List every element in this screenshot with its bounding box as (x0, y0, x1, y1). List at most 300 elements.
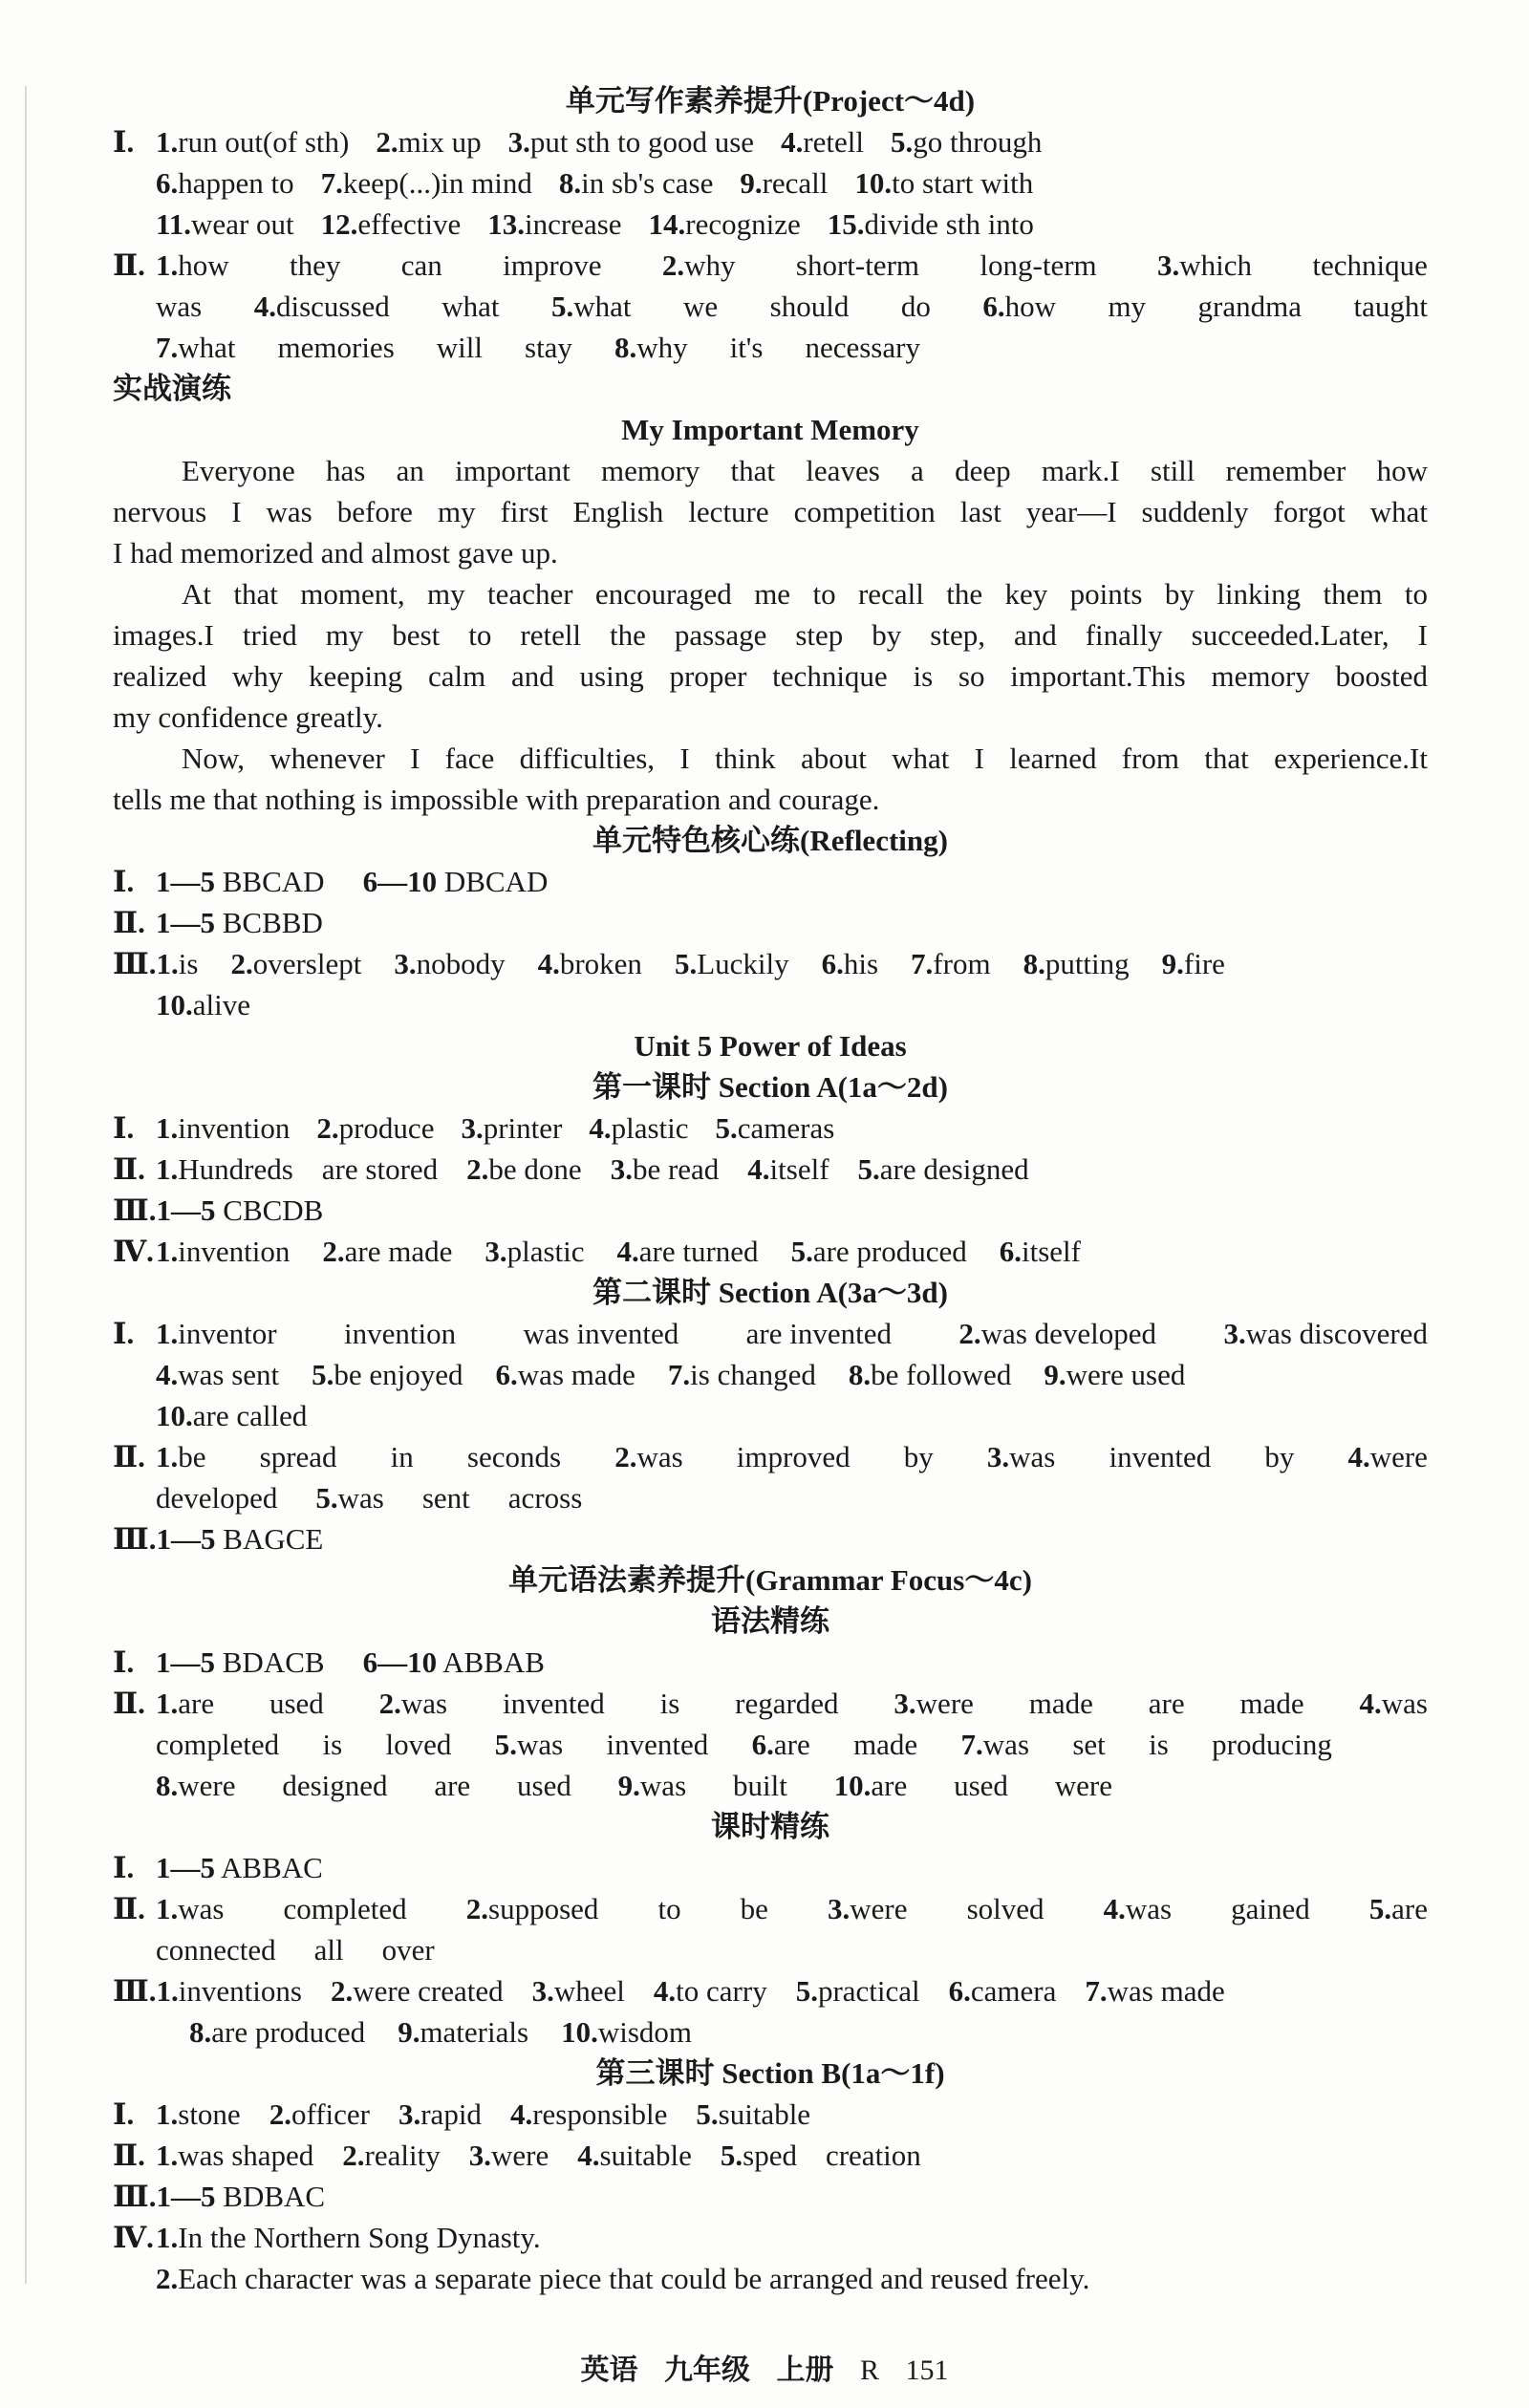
item-number: 1. (156, 947, 179, 980)
item-text: can (400, 248, 442, 282)
answer-line (113, 1683, 1428, 1724)
essay-title: My Important Memory (621, 413, 919, 446)
answer-item (156, 327, 236, 368)
item-text: is (322, 1728, 343, 1761)
item-text: all (313, 1933, 344, 1967)
item-text: spread (259, 1440, 337, 1473)
item-number: 4. (1103, 1892, 1126, 1925)
item-text: were (915, 1687, 974, 1720)
item-text: are (1391, 1892, 1428, 1925)
sub-heading: 语法精练 (711, 1604, 829, 1638)
item-number: 3. (398, 2097, 421, 2131)
item-number: 8. (1023, 947, 1045, 980)
item-text: were created (353, 1974, 504, 2008)
item-number: 6. (948, 1974, 971, 2008)
answer-item (503, 1683, 605, 1724)
answer-item (331, 1970, 504, 2011)
item-text: increase (525, 207, 622, 241)
item-text: used (954, 1769, 1008, 1802)
item-number: 1. (156, 1235, 179, 1268)
item-number: 5. (551, 290, 574, 323)
item-number: 3. (394, 947, 417, 980)
item-text: by (903, 1440, 934, 1473)
item-number: 15. (827, 207, 865, 241)
roman-numeral: Ⅱ. (113, 1892, 145, 1925)
answer-item (1347, 1436, 1427, 1477)
answer-item (891, 121, 1042, 162)
answer-item (156, 2094, 241, 2135)
item-text: to start with (892, 166, 1034, 200)
item-text: should (769, 290, 850, 323)
answer-item (961, 1724, 1029, 1765)
item-number: 1. (156, 1317, 179, 1350)
answer-item (894, 1683, 973, 1724)
answer-item (858, 1149, 1029, 1190)
item-number: 12. (320, 207, 358, 241)
answer-item (510, 2094, 667, 2135)
item-number: 9. (1161, 947, 1184, 980)
item-number: 4. (577, 2139, 600, 2172)
item-number: 2. (316, 1111, 339, 1145)
item-number: 3. (894, 1687, 916, 1720)
answer-item (1055, 1765, 1112, 1806)
answer-item (1149, 1683, 1185, 1724)
item-text: memories (277, 331, 395, 364)
item-text: invented (1109, 1440, 1212, 1473)
answer-item (156, 286, 202, 327)
answer-item (737, 1436, 851, 1477)
item-text: what (573, 290, 632, 323)
item-text: producing (1212, 1728, 1332, 1761)
item-text: invention (343, 1317, 457, 1350)
item-text: was (1125, 1892, 1173, 1925)
item-number: 2. (342, 2139, 365, 2172)
answer-item (1072, 1724, 1105, 1765)
item-text: were (1054, 1769, 1112, 1802)
answer-item (716, 1107, 835, 1149)
item-text: In the Northern Song Dynasty. (178, 2221, 541, 2254)
answer-item (314, 1929, 344, 1970)
answer-line (113, 861, 1428, 902)
item-text: seconds (466, 1440, 562, 1473)
item-text: be read (632, 1152, 720, 1186)
roman-numeral: Ⅱ. (113, 1687, 145, 1720)
item-number: 3. (828, 1892, 851, 1925)
item-number: 8. (614, 331, 637, 364)
answer-line (113, 1888, 1428, 1929)
footer-edition: R (859, 2354, 879, 2386)
item-text: was (400, 1687, 448, 1720)
item-text: suitable (718, 2097, 811, 2131)
answer-item (826, 2135, 921, 2176)
range-label: 1—5 (156, 1522, 216, 1556)
answer-item (391, 1436, 414, 1477)
choice-answers: BCBBD (222, 906, 323, 939)
choice-answers: ABBAB (442, 1645, 545, 1679)
item-text: go through (913, 125, 1043, 159)
answer-item (157, 1970, 302, 2011)
item-number: 10. (561, 2015, 598, 2049)
item-number: 3. (468, 2139, 491, 2172)
item-text: were used (1066, 1358, 1186, 1391)
item-text: are produced (211, 2015, 366, 2049)
answer-item (901, 286, 931, 327)
answer-item (617, 1231, 759, 1272)
item-text: retell (803, 125, 864, 159)
answer-item (525, 327, 572, 368)
item-number: 2. (376, 125, 398, 159)
answer-item (156, 1888, 224, 1929)
item-text: responsible (532, 2097, 668, 2131)
item-number: 1. (156, 125, 179, 159)
item-text: be (740, 1892, 768, 1925)
item-text: invented (502, 1687, 605, 1720)
item-text: loved (385, 1728, 452, 1761)
answer-item (284, 1888, 407, 1929)
item-text: developed (156, 1481, 278, 1515)
item-number: 10. (156, 988, 193, 1021)
item-text: was (516, 1728, 564, 1761)
item-number: 4. (781, 125, 804, 159)
item-text: his (843, 947, 879, 980)
item-text: nobody (416, 947, 506, 980)
answer-item (1108, 286, 1146, 327)
answer-item (958, 1313, 1156, 1354)
answer-item (156, 1354, 279, 1395)
answer-item (398, 2011, 528, 2053)
answer-item (740, 162, 828, 204)
answer-item (422, 1477, 470, 1518)
item-number: 4. (653, 1974, 677, 2008)
roman-numeral: Ⅰ. (113, 865, 135, 898)
item-number: 5. (312, 1358, 334, 1391)
answer-item (828, 1888, 907, 1929)
item-number: 1. (156, 2097, 179, 2131)
item-text: happen to (178, 166, 294, 200)
answer-item (822, 943, 878, 984)
answer-line (113, 1929, 1428, 1970)
answer-line (113, 1107, 1428, 1149)
answer-line (113, 902, 1428, 943)
item-number: 8. (848, 1358, 872, 1391)
item-text: inventor (178, 1317, 277, 1350)
item-text: were (178, 1769, 236, 1802)
item-text: supposed (488, 1892, 599, 1925)
item-text: putting (1044, 947, 1130, 980)
roman-numeral: Ⅲ. (113, 947, 157, 980)
item-text: connected (156, 1933, 276, 1967)
answer-item (1212, 1724, 1332, 1765)
essay-line: At that moment, my teacher encouraged me to recall the key points by linking them to (182, 577, 1428, 611)
item-text: produce (338, 1111, 435, 1145)
answer-item (282, 1765, 387, 1806)
item-text: to carry (676, 1974, 767, 2008)
item-text: why (684, 248, 736, 282)
page-footer (0, 2346, 1529, 2388)
answer-item (746, 1313, 892, 1354)
lesson-heading: 第二课时 Section A(3a～3d) (592, 1276, 948, 1309)
range-label: 1—5 (156, 2180, 216, 2213)
unit-title: Unit 5 Power of Ideas (634, 1029, 907, 1063)
item-text: sped (743, 2139, 797, 2172)
item-text: is (659, 1687, 680, 1720)
item-text: was invented (523, 1317, 679, 1350)
roman-numeral: Ⅲ. (113, 1193, 157, 1227)
item-text: are (1148, 1687, 1185, 1720)
essay-line: Now, whenever I face difficulties, I think about what I learned from that experience.It (182, 742, 1428, 775)
answer-item (559, 162, 713, 204)
answer-item (949, 1970, 1057, 2011)
item-text: from (933, 947, 991, 980)
answer-line (113, 1395, 1428, 1436)
item-number: 8. (189, 2015, 212, 2049)
item-number: 3. (461, 1111, 484, 1145)
answer-item (508, 121, 754, 162)
answer-item (1023, 943, 1130, 984)
range-label: 1—5 (156, 865, 215, 898)
item-number: 5. (674, 947, 698, 980)
item-number: 2. (322, 1235, 345, 1268)
section-heading: 单元写作素养提升(Project～4d) (565, 84, 976, 118)
roman-numeral: Ⅳ. (113, 1235, 154, 1268)
answer-item (1231, 1888, 1310, 1929)
answer-item (322, 1231, 452, 1272)
item-number: 4. (589, 1111, 612, 1145)
answer-item (508, 1477, 582, 1518)
item-number: 9. (398, 2015, 420, 2049)
answer-line (113, 327, 1428, 368)
answer-item (781, 121, 864, 162)
item-number: 5. (696, 2097, 719, 2131)
item-text: was (636, 1440, 683, 1473)
answer-item (1359, 1683, 1427, 1724)
item-number: 4. (156, 1358, 179, 1391)
item-text: be (178, 1440, 206, 1473)
answer-item (668, 1354, 816, 1395)
answer-line (113, 1642, 1428, 1683)
item-text: was made (517, 1358, 635, 1391)
item-text: improved (736, 1440, 851, 1473)
item-number: 1. (156, 1152, 179, 1186)
item-text: are turned (638, 1235, 759, 1268)
item-text: was shaped (178, 2139, 314, 2172)
item-text: will (436, 331, 483, 364)
answer-item (156, 1765, 235, 1806)
answer-line (113, 1847, 1428, 1888)
item-text: recall (762, 166, 829, 200)
answer-line (113, 162, 1428, 204)
item-number: 2. (156, 2262, 179, 2295)
essay-line: my confidence greatly. (113, 700, 383, 734)
choice-answers: CBCDB (223, 1193, 324, 1227)
answer-item (614, 327, 688, 368)
essay-line: I had memorized and almost gave up. (113, 536, 558, 570)
answer-item (1198, 286, 1302, 327)
roman-numeral: Ⅰ. (113, 1317, 135, 1350)
answer-item (156, 204, 294, 245)
answer-item (551, 286, 632, 327)
item-text: are produced (812, 1235, 967, 1268)
answer-item (254, 286, 390, 327)
item-number: 5. (1368, 1892, 1392, 1925)
item-text: practical (817, 1974, 920, 2008)
item-text: plastic (506, 1235, 585, 1268)
item-text: completed (156, 1728, 280, 1761)
item-text: improve (503, 248, 602, 282)
answer-item (156, 984, 250, 1025)
item-number: 4. (1359, 1687, 1382, 1720)
item-number: 2. (958, 1317, 981, 1350)
answer-item (1157, 245, 1252, 286)
item-text: built (732, 1769, 787, 1802)
item-text: how (178, 248, 229, 282)
lesson-heading: 第一课时 Section A(1a～2d) (592, 1070, 948, 1104)
item-text: materials (420, 2015, 529, 2049)
answer-item (967, 1888, 1044, 1929)
item-text: was (982, 1728, 1030, 1761)
item-text: was sent (178, 1358, 280, 1391)
item-number: 2. (378, 1687, 401, 1720)
roman-numeral: Ⅳ. (113, 2221, 154, 2254)
item-number: 2. (661, 248, 685, 282)
answer-item (322, 1149, 438, 1190)
item-number: 7. (911, 947, 934, 980)
answer-item (561, 2011, 692, 2053)
item-text: suitable (599, 2139, 692, 2172)
item-number: 5. (795, 1974, 818, 2008)
answer-line (113, 1149, 1428, 1190)
answer-item (828, 204, 1034, 245)
answer-item (487, 204, 621, 245)
item-text: was discovered (1245, 1317, 1428, 1350)
item-text: invention (178, 1235, 291, 1268)
answer-line (113, 2135, 1428, 2176)
answer-item (382, 1929, 435, 1970)
item-text: officer (291, 2097, 370, 2131)
answer-item (156, 1724, 279, 1765)
answer-item (696, 2094, 810, 2135)
answer-item (662, 245, 736, 286)
answer-item (904, 1436, 934, 1477)
item-text: were (850, 1892, 908, 1925)
roman-numeral: Ⅲ. (113, 1974, 157, 2008)
answer-item (469, 2135, 549, 2176)
answer-line (113, 1190, 1428, 1231)
answer-item (1312, 245, 1428, 286)
item-text: are invented (745, 1317, 892, 1350)
item-number: 4. (509, 2097, 533, 2131)
answer-line (113, 286, 1428, 327)
item-text: made (1028, 1687, 1093, 1720)
item-text: long-term (980, 248, 1097, 282)
roman-numeral: Ⅰ. (113, 1111, 135, 1145)
answer-line (113, 984, 1428, 1025)
answer-line (113, 245, 1428, 286)
answer-line (113, 2217, 1428, 2258)
item-number: 7. (320, 166, 343, 200)
item-text: how (1004, 290, 1056, 323)
footer-grade: 九年级 (663, 2354, 750, 2386)
answer-line (113, 943, 1428, 984)
answer-item (321, 162, 532, 204)
answer-item (721, 2135, 797, 2176)
answer-item (260, 1436, 337, 1477)
item-text: keep(...)in mind (342, 166, 532, 200)
answer-line (113, 1436, 1428, 1477)
answer-item (649, 204, 801, 245)
item-text: was (1009, 1440, 1056, 1473)
answer-item (230, 943, 361, 984)
range-label: 6—10 (362, 865, 438, 898)
item-text: effective (357, 207, 462, 241)
answer-item (376, 121, 481, 162)
item-text: my (1108, 290, 1147, 323)
item-number: 2. (330, 1974, 354, 2008)
item-text: taught (1353, 290, 1428, 323)
range-label: 1—5 (156, 1645, 215, 1679)
answer-item (189, 2011, 365, 2053)
answer-item (156, 1231, 290, 1272)
answer-item (683, 286, 718, 327)
item-text: in (390, 1440, 414, 1473)
item-text: run out(of sth) (178, 125, 350, 159)
answer-item (342, 2135, 440, 2176)
answer-item (398, 2094, 482, 2135)
roman-numeral: Ⅰ. (113, 2097, 135, 2131)
item-number: 1. (156, 1892, 179, 1925)
item-text: invention (178, 1111, 291, 1145)
item-text: over (381, 1933, 435, 1967)
answer-item (316, 1107, 434, 1149)
answer-item (1085, 1970, 1224, 2011)
item-number: 1. (156, 2139, 179, 2172)
answer-item (278, 327, 395, 368)
choice-answers: BAGCE (223, 1522, 324, 1556)
item-number: 5. (315, 1481, 338, 1515)
item-text: across (507, 1481, 583, 1515)
item-number: 6. (982, 290, 1005, 323)
answer-item (911, 943, 991, 984)
choice-answers: BDACB (222, 1645, 325, 1679)
item-text: recognize (685, 207, 801, 241)
item-number: 1. (156, 1111, 179, 1145)
item-text: invented (606, 1728, 709, 1761)
item-number: 9. (1044, 1358, 1066, 1391)
item-number: 2. (269, 2097, 291, 2131)
roman-numeral: Ⅰ. (113, 125, 135, 159)
range-label: 1—5 (156, 906, 215, 939)
answer-item (770, 286, 850, 327)
answer-item (747, 1149, 829, 1190)
item-text: why (636, 331, 688, 364)
item-text: itself (1022, 1235, 1081, 1268)
item-number: 10. (833, 1769, 872, 1802)
roman-numeral: Ⅰ. (113, 1851, 135, 1884)
answer-item (156, 2258, 1089, 2299)
item-text: were (1369, 1440, 1428, 1473)
answer-item (577, 2135, 692, 2176)
item-text: printer (483, 1111, 563, 1145)
item-text: wear out (191, 207, 294, 241)
item-text: was (156, 290, 203, 323)
answer-item (654, 1970, 767, 2011)
item-number: 1. (156, 1687, 179, 1720)
answer-item (849, 1354, 1011, 1395)
item-text: wisdom (597, 2015, 692, 2049)
item-text: be enjoyed (334, 1358, 463, 1391)
essay-line: nervous I was before my first English lecture competition last year—I suddenly forgot what (113, 495, 1428, 528)
item-number: 3. (610, 1152, 633, 1186)
